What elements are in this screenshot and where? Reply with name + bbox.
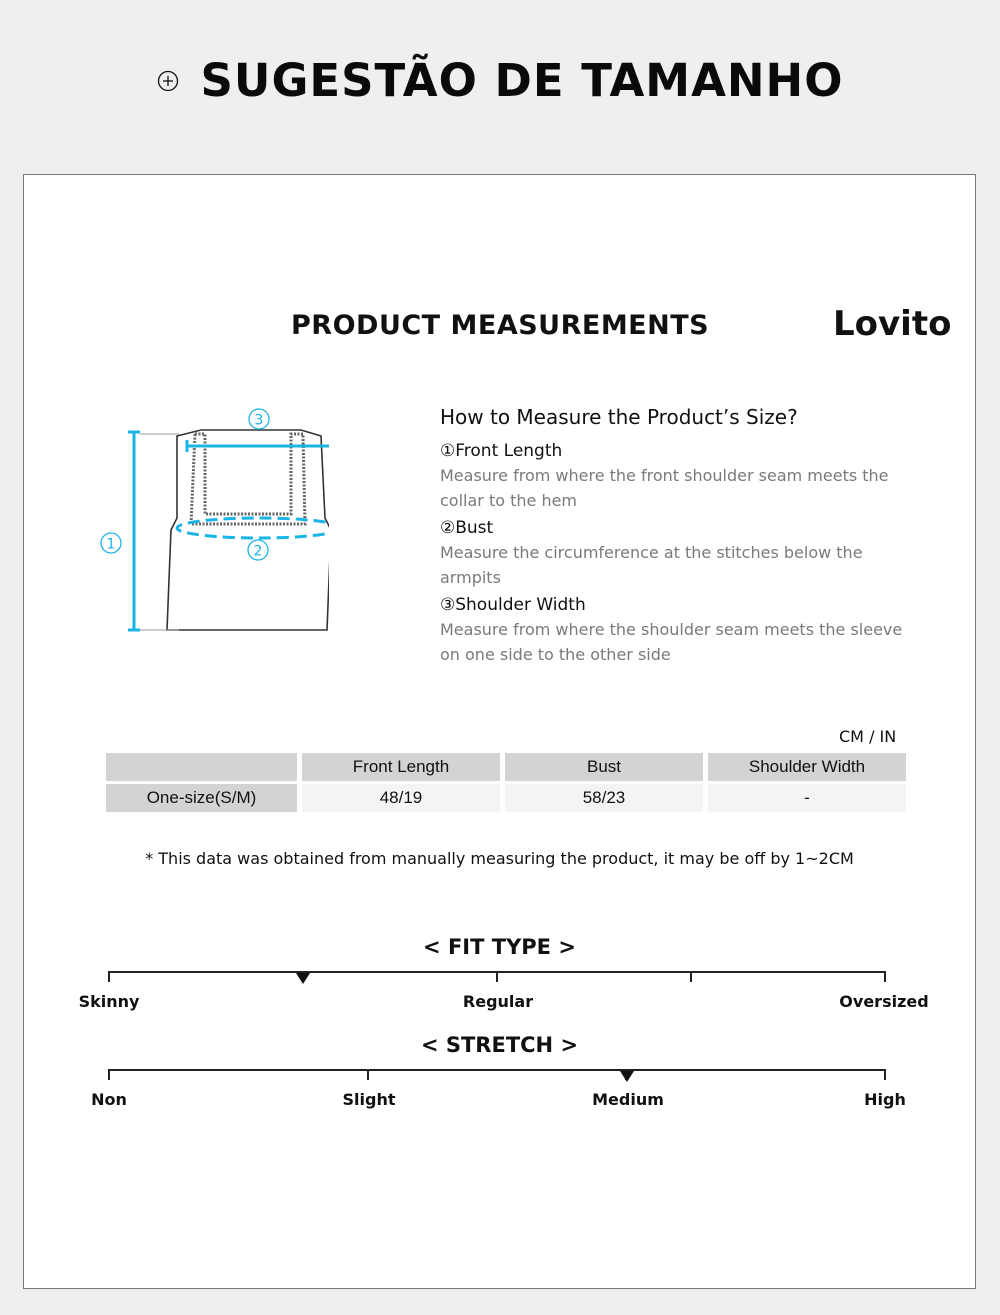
fit-type-pointer (296, 973, 310, 984)
measurement-note: * This data was obtained from manually measuring the product, it may be off by 1~2CM (145, 849, 854, 868)
how-to-measure (440, 405, 920, 670)
measure-desc: Measure from where the front shoulder seam meets the collar to the hem (440, 466, 889, 510)
size-table (101, 750, 911, 815)
table-header-row (106, 753, 906, 781)
measure-item-bust (440, 516, 920, 590)
measure-label: ①Front Length (440, 441, 563, 461)
stretch-pointer (620, 1071, 634, 1082)
stretch-label-medium: Medium (592, 1090, 664, 1109)
marker-shoulder-width: 3 (254, 412, 264, 429)
measure-label: ③Shoulder Width (440, 595, 586, 615)
fit-type-tick (496, 971, 498, 982)
fit-type-label-regular: Regular (462, 992, 534, 1011)
tank-top-diagram-icon (69, 400, 329, 640)
stretch-label-slight: Slight (342, 1090, 396, 1109)
measurement-card (23, 174, 976, 1289)
stretch-tick (367, 1069, 369, 1080)
measure-desc: Measure the circumference at the stitches below the armpits (440, 543, 863, 587)
how-to-title: How to Measure the Product’s Size? (440, 405, 798, 429)
stretch-tick (884, 1069, 886, 1080)
table-header-cell: Front Length (302, 753, 500, 781)
measure-item-front-length (440, 439, 920, 513)
table-header-cell: Bust (505, 753, 703, 781)
fit-type-tick (884, 971, 886, 982)
stretch-label-non: Non (91, 1090, 127, 1109)
table-cell: - (708, 784, 906, 812)
table-row (106, 784, 906, 812)
stretch-title: < STRETCH > (420, 1033, 579, 1057)
fit-type-label-skinny: Skinny (78, 992, 140, 1011)
fit-type-tick (690, 971, 692, 982)
measure-label: ②Bust (440, 518, 494, 538)
measure-item-shoulder-width (440, 593, 920, 667)
fit-type-title: < FIT TYPE > (423, 935, 576, 959)
table-header-cell: Shoulder Width (708, 753, 906, 781)
table-header-cell (106, 753, 297, 781)
page-title: SUGESTÃO DE TAMANHO (200, 54, 844, 107)
fit-type-tick (108, 971, 110, 982)
marker-bust: 2 (253, 543, 263, 560)
marker-front-length: 1 (106, 536, 116, 553)
brand-logo: Lovito (833, 304, 952, 344)
plus-circle-icon (157, 70, 179, 92)
stretch-label-high: High (864, 1090, 906, 1109)
unit-label: CM / IN (839, 727, 897, 746)
header-banner (0, 0, 1000, 175)
table-cell: 58/23 (505, 784, 703, 812)
stretch-scale-line (108, 1069, 886, 1071)
fit-type-label-oversized: Oversized (839, 992, 929, 1011)
stretch-tick (108, 1069, 110, 1080)
table-cell-size: One-size(S/M) (106, 784, 297, 812)
table-cell: 48/19 (302, 784, 500, 812)
section-title: PRODUCT MEASUREMENTS (291, 310, 710, 341)
measure-desc: Measure from where the shoulder seam meets the sleeve on one side to the other side (440, 620, 903, 664)
